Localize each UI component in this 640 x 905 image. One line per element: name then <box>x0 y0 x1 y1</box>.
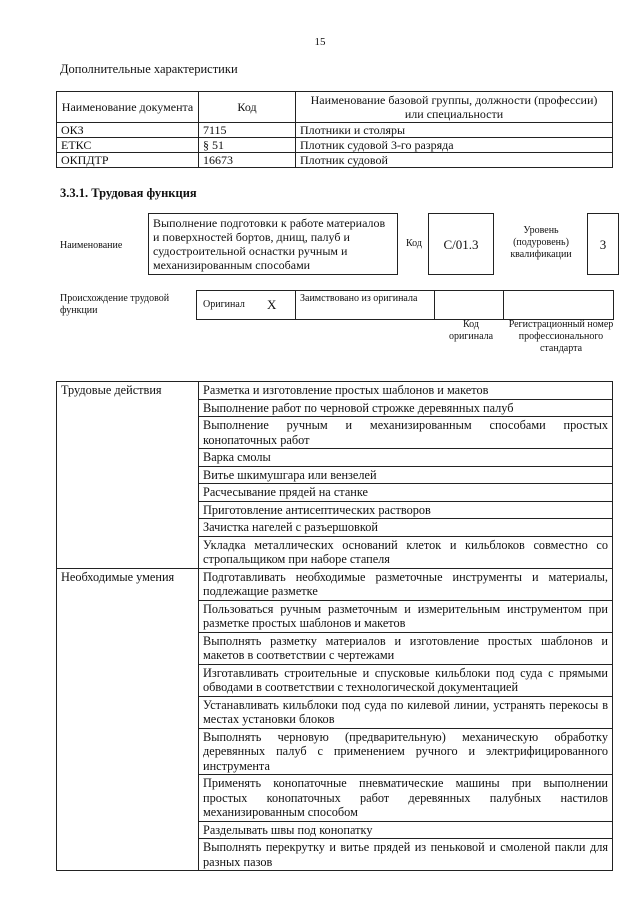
list-item: Пользоваться ручным разметочным и измерительным инструментом при разметке простых шаблонов и макетов <box>199 600 613 632</box>
list-item: Приготовление антисептических растворов <box>199 501 613 519</box>
list-item: Подготавливать необходимые разметочные инструменты и материалы, подлежащие разметке <box>199 568 613 600</box>
code-cell: § 51 <box>199 138 296 153</box>
function-name-box: Выполнение подготовки к работе материалов и поверхностей бортов, днищ, палуб и судостроительной оснастки ручным и механизированным способами <box>148 213 398 275</box>
list-item: Выполнение работ по черновой строжке деревянных палуб <box>199 399 613 417</box>
list-item: Применять конопаточные пневматические машины при выполнении простых конопаточных работ деревянных палубных настилов механизированным способом <box>199 775 613 822</box>
code-original-box <box>434 290 504 320</box>
level-box: 3 <box>587 213 619 275</box>
list-item: Выполнять разметку материалов и изготовление простых шаблонов и макетов в соответствии с чертежами <box>199 632 613 664</box>
original-label: Оригинал <box>203 299 245 310</box>
additional-characteristics-title: Дополнительные характеристики <box>60 62 238 76</box>
list-item: Выполнять перекрутку и витье прядей из пеньковой и смоленой пакли для разных пазов <box>199 839 613 871</box>
header-code: Код <box>199 92 296 123</box>
table-row <box>57 568 613 600</box>
actions-label: Трудовые действия <box>57 382 199 569</box>
reg-number-label: Регистрационный номер профессионального стандарта <box>508 319 614 354</box>
list-item: Разделывать швы под конопатку <box>199 821 613 839</box>
table-row <box>57 123 613 138</box>
header-document: Наименование документа <box>57 92 199 123</box>
doc-cell: ОКПДТР <box>57 153 199 168</box>
labor-function-table <box>56 381 613 871</box>
borrowed-box: Заимствовано из оригинала <box>295 290 435 320</box>
name-label: Наименование <box>60 240 123 251</box>
list-item: Выполнение ручным и механизированным способами простых конопаточных работ <box>199 417 613 449</box>
name-cell: Плотник судовой 3-го разряда <box>296 138 613 153</box>
code-cell: 7115 <box>199 123 296 138</box>
page-number: 15 <box>314 36 326 48</box>
doc-cell: ЕТКС <box>57 138 199 153</box>
list-item: Варка смолы <box>199 449 613 467</box>
original-box <box>196 290 296 320</box>
reg-number-box <box>503 290 614 320</box>
doc-cell: ОКЗ <box>57 123 199 138</box>
header-group-name: Наименование базовой группы, должности (профессии) или специальности <box>296 92 613 123</box>
skills-label: Необходимые умения <box>57 568 199 871</box>
code-label: Код <box>406 238 422 249</box>
function-code-box: C/01.3 <box>428 213 494 275</box>
code-cell: 16673 <box>199 153 296 168</box>
table-row <box>57 153 613 168</box>
table-row <box>57 382 613 400</box>
table-row <box>57 138 613 153</box>
origin-label: Происхождение трудовой функции <box>60 293 170 316</box>
list-item: Расчесывание прядей на станке <box>199 484 613 502</box>
labor-function-heading: 3.3.1. Трудовая функция <box>60 186 197 200</box>
name-cell: Плотники и столяры <box>296 123 613 138</box>
code-original-label: Код оригинала <box>448 319 494 342</box>
list-item: Изготавливать строительные и спусковые кильблоки под суда с прямыми обводами в соответствии с технологической документацией <box>199 664 613 696</box>
list-item: Разметка и изготовление простых шаблонов и макетов <box>199 382 613 400</box>
list-item: Выполнять черновую (предварительную) механическую обработку деревянных палуб с применением ручного и электрифицированного инструмента <box>199 728 613 775</box>
list-item: Зачистка нагелей с разъершовкой <box>199 519 613 537</box>
level-label: Уровень (подуровень) квалификации <box>510 225 572 260</box>
list-item: Витье шкимушгара или вензелей <box>199 466 613 484</box>
name-cell: Плотник судовой <box>296 153 613 168</box>
list-item: Устанавливать кильблоки под суда по килевой линии, устранять перекосы в местах установки блоков <box>199 696 613 728</box>
original-mark: X <box>267 297 277 312</box>
list-item: Укладка металлических оснований клеток и кильблоков совместно со стропальщиком при наборе стапеля <box>199 536 613 568</box>
additional-characteristics-table <box>56 91 613 168</box>
